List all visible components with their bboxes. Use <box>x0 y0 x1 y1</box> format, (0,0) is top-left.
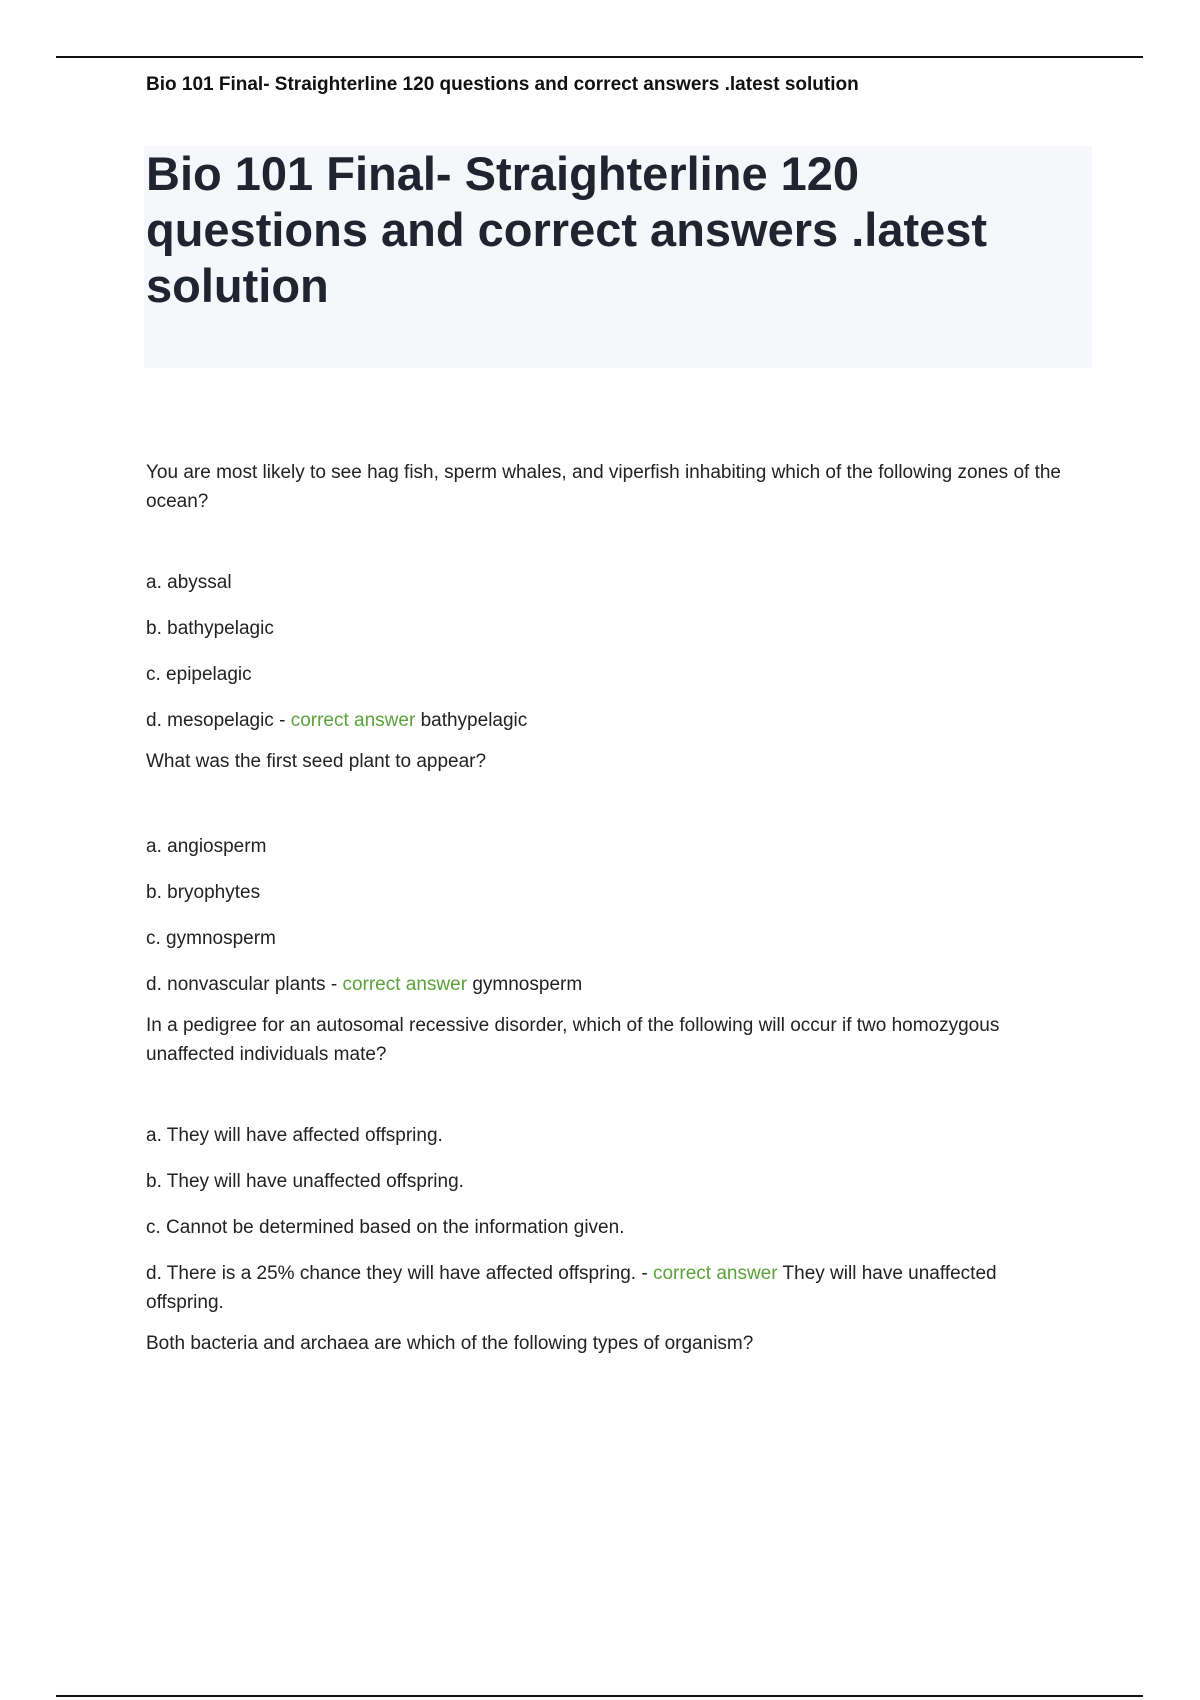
answer-option: c. Cannot be determined based on the information given. <box>146 1217 625 1238</box>
question-text: What was the first seed plant to appear? <box>146 751 487 772</box>
question-block <box>146 1011 1076 1317</box>
question-text: You are most likely to see hag fish, sperm whales, and viperfish inhabiting which of the following zones of the ocean? <box>146 462 1061 512</box>
answer-option: b. bathypelagic <box>146 618 274 639</box>
document-title: Bio 101 Final- Straighterline 120 questions and correct answers .latest solution <box>146 147 988 312</box>
answer-option-text: d. There is a 25% chance they will have affected offspring. - <box>146 1263 653 1284</box>
question-text: Both bacteria and archaea are which of the following types of organism? <box>146 1333 754 1354</box>
answer-option: b. They will have unaffected offspring. <box>146 1171 464 1192</box>
correct-answer-label: correct answer <box>290 710 416 731</box>
correct-answer-text: gymnosperm <box>472 974 583 995</box>
answer-option-with-answer <box>146 970 1076 999</box>
answer-option: a. They will have affected offspring. <box>146 1125 443 1146</box>
correct-answer-text: bathypelagic <box>420 710 528 731</box>
running-header: Bio 101 Final- Straighterline 120 questions and correct answers .latest solution <box>146 74 859 95</box>
correct-answer-text: They will have unaffected offspring. <box>146 1263 997 1313</box>
answer-option: a. angiosperm <box>146 836 267 857</box>
answer-option: c. gymnosperm <box>146 928 276 949</box>
question-block <box>146 458 1076 735</box>
question-block <box>146 1329 1076 1358</box>
answer-option-text: d. nonvascular plants - <box>146 974 343 995</box>
correct-answer-label: correct answer <box>342 974 468 995</box>
question-text: In a pedigree for an autosomal recessive disorder, which of the following will occur if two homozygous unaffected individuals mate? <box>146 1015 1000 1065</box>
answer-option-with-answer <box>146 1259 1076 1317</box>
question-block <box>146 747 1076 999</box>
correct-answer-label: correct answer <box>652 1263 778 1284</box>
answer-option-with-answer <box>146 706 1076 735</box>
top-rule <box>56 56 1143 58</box>
answer-option: c. epipelagic <box>146 664 252 685</box>
questions-content <box>146 458 1076 1370</box>
answer-option: a. abyssal <box>146 572 232 593</box>
answer-option-text: d. mesopelagic - <box>146 710 291 731</box>
title-box <box>144 146 1092 368</box>
bottom-rule <box>56 1695 1143 1697</box>
answer-option: b. bryophytes <box>146 882 261 903</box>
